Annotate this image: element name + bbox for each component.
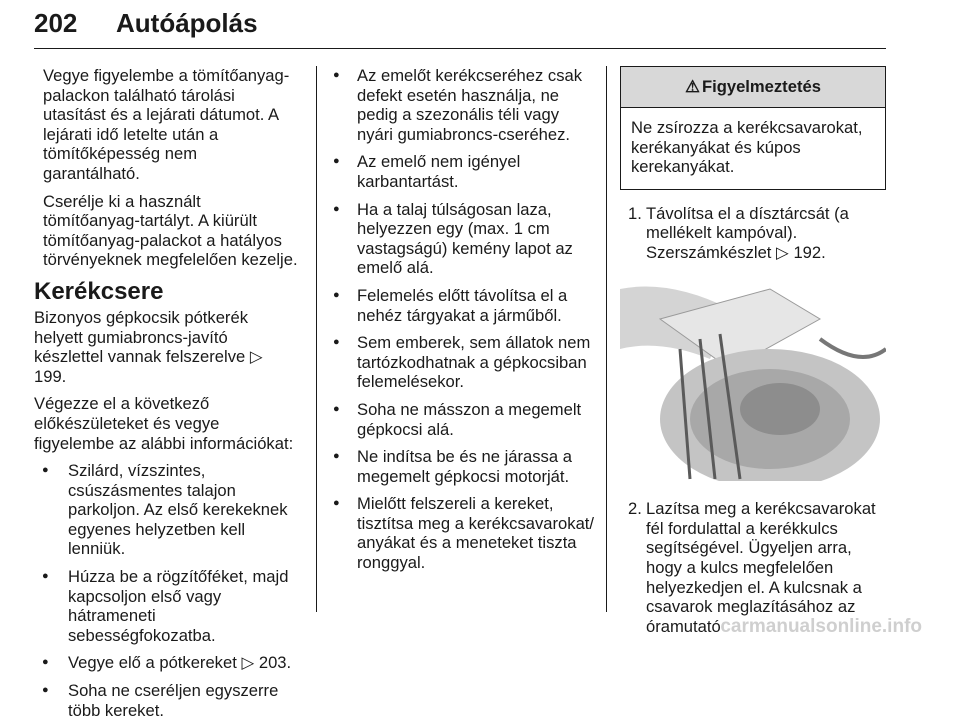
step-item: 1. Távolítsa el a dísztárcsát (a mellékelt kampóval). Szerszámkészlet ▷ 192. (628, 203, 849, 262)
list-item: ● Az emelő nem igényel karbantartást. (333, 152, 595, 191)
paragraph: Cserélje ki a használt tömítőanyag-tartályt. A kiürült tömítőanyag-palackot a hatályos törvényeknek megfelelően kezelje. (43, 191, 298, 270)
list-item: ● Mielőtt felszereli a kereket, tisztítsa meg a kerékcsavarokat/ anyákat és a meneteket tiszta ronggyal. (333, 494, 595, 572)
watermark: carmanualsonline.info (720, 616, 922, 637)
page-ref-link[interactable]: 192. (793, 242, 826, 262)
arrow-icon: ▷ (776, 242, 789, 262)
list-item: ● Vegye elő a pótkereket ▷ 203. (34, 653, 298, 673)
column-right (620, 66, 886, 644)
bullet-list (34, 461, 298, 720)
column-divider (316, 66, 317, 612)
list-item: ● Az emelőt kerékcseréhez csak defekt esetén használja, ne pedig a szezonális téli vagy nyári gumiabroncs-cseréhez. (333, 66, 595, 144)
section-title: Autóápolás (116, 8, 258, 38)
paragraph: Vegye figyelembe a tömítőanyag-palackon található tárolási utasítást és a lejárati dátumot. A lejárati idő letelte után a tömítőképesség nem garantálható. (43, 66, 290, 183)
arrow-icon: ▷ (241, 653, 255, 673)
list-item: ● Ha a talaj túlságosan laza, helyezzen egy (max. 1 cm vastagságú) kemény lapot az emelő alá. (333, 200, 595, 278)
warning-triangle-icon: ⚠ (685, 77, 700, 97)
paragraph: Bizonyos gépkocsik pótkerék helyett gumiabroncs-javító készlettel vannak felszerelve ▷ 199. (34, 307, 263, 386)
bullet-list (333, 66, 595, 573)
list-item: ● Szilárd, vízszintes, csúszásmentes talajon parkoljon. Az első kerekeknek egyenes helyzetben kell lenniük. (34, 461, 298, 559)
list-item: ● Húzza be a rögzítőféket, majd kapcsoljon első vagy hátrameneti sebességfokozatba. (34, 567, 298, 645)
step-item: 2. Lazítsa meg a kerékcsavarokat fél fordulattal a kerékkulcs segítségével. Ügyeljen arra, hogy a kulcs megfelelően helyezkedjen el. A kulcsnak a csavarok meglazításához az óramutató (628, 499, 876, 636)
list-item: ● Soha ne cseréljen egyszerre több kereket. (34, 681, 298, 720)
column-left (34, 66, 298, 728)
list-item: ● Sem emberek, sem állatok nem tartózkodhatnak a gépkocsiban felemelésekor. (333, 333, 595, 392)
paragraph: Végezze el a következő előkészületeket és vegye figyelembe az alábbi információkat: (34, 394, 294, 453)
wheel-illustration (620, 279, 886, 481)
warning-box (620, 66, 886, 190)
warning-text: Ne zsírozza a kerékcsavarokat, kerékanyákat és kúpos kerekanyákat. (631, 118, 863, 177)
page-ref-link[interactable]: 203. (258, 653, 292, 673)
heading-wheel-change: Kerékcsere (34, 277, 164, 305)
page-number: 202 (34, 8, 78, 38)
column-divider (606, 66, 607, 612)
page-header (34, 2, 886, 49)
page-ref-link[interactable]: 199. (34, 366, 67, 386)
list-item: ● Felemelés előtt távolítsa el a nehéz tárgyakat a járműből. (333, 286, 595, 325)
list-item: ● Ne indítsa be és ne járassa a megemelt gépkocsi motorját. (333, 447, 595, 486)
list-item: ● Soha ne másszon a megemelt gépkocsi alá. (333, 400, 595, 439)
step-list (620, 204, 886, 263)
warning-title: Figyelmeztetés (701, 77, 821, 97)
column-middle (333, 66, 595, 581)
arrow-icon: ▷ (249, 347, 263, 367)
